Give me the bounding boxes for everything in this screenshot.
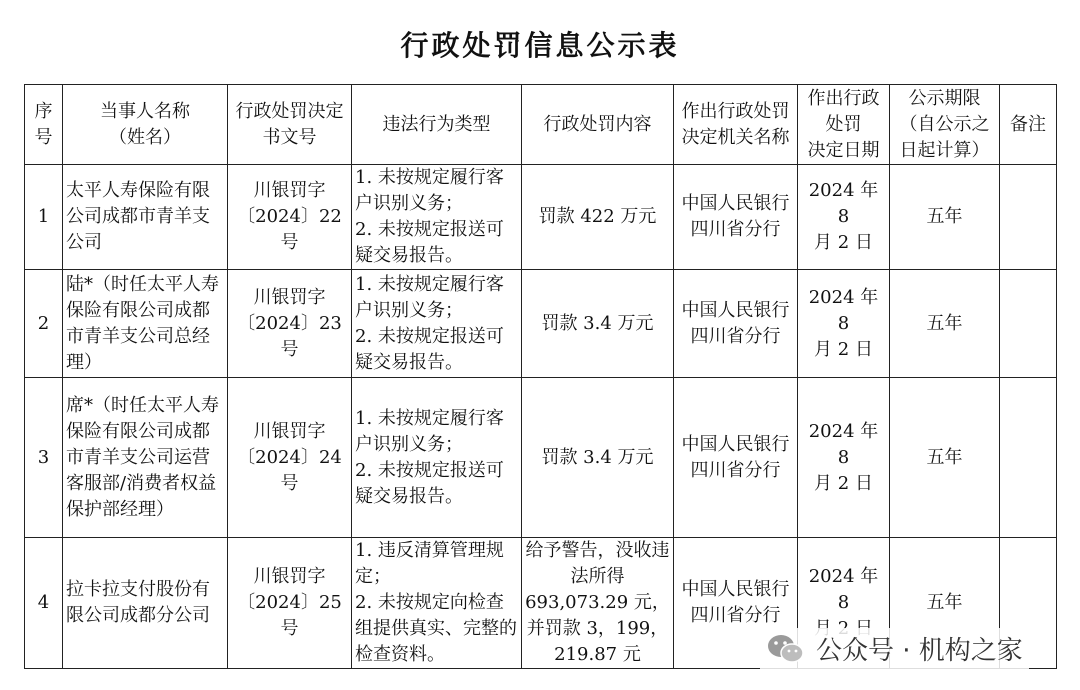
cell-seq: 4: [25, 538, 63, 669]
cell-seq: 2: [25, 270, 63, 378]
cell-content: 罚款 3.4 万元: [522, 378, 674, 538]
cell-doc-no: 川银罚字 〔2024〕24 号: [228, 378, 352, 538]
cell-date: 2024 年 8: [798, 538, 890, 669]
cell-violation: 1. 未按规定履行客户识别义务； 2. 未按规定报送可疑交易报告。: [352, 270, 522, 378]
cell-remarks: [1000, 270, 1057, 378]
cell-remarks: [1000, 165, 1057, 270]
cell-doc-no: 川银罚字 〔2024〕23 号: [228, 270, 352, 378]
cell-date: 2024 年 8 月 2 日: [798, 378, 890, 538]
cell-violation: 1. 违反清算管理规定； 2. 未按规定向检查组提供真实、完整的检查资料。: [352, 538, 522, 669]
cell-period: 五年: [890, 270, 1000, 378]
header-violation: 违法行为类型: [352, 85, 522, 165]
cell-period: 五年: [890, 165, 1000, 270]
cell-violation: 1. 未按规定履行客户识别义务； 2. 未按规定报送可疑交易报告。: [352, 378, 522, 538]
cell-doc-no: 川银罚字 〔2024〕22 号: [228, 165, 352, 270]
cell-authority: 中国人民银行 四川省分行: [674, 378, 798, 538]
header-period: 公示期限 （自公示之 日起计算）: [890, 85, 1000, 165]
cell-period: 五年: [890, 538, 1000, 669]
watermark: [760, 628, 1029, 669]
header-row: [25, 85, 1057, 165]
cell-authority: 中国人民银行 四川省分行: [674, 270, 798, 378]
wechat-icon: [766, 633, 806, 665]
cell-party: 席*（时任太平人寿保险有限公司成都市青羊支公司运营客服部/消费者权益保护部经理）: [63, 378, 228, 538]
cell-content: 罚款 3.4 万元: [522, 270, 674, 378]
header-authority: 作出行政处罚 决定机关名称: [674, 85, 798, 165]
cell-date: 2024 年 8 月 2 日: [798, 165, 890, 270]
cell-date: 2024 年 8 月 2 日: [798, 270, 890, 378]
header-doc-no: 行政处罚决定 书文号: [228, 85, 352, 165]
table-row: [25, 165, 1057, 270]
watermark-text: 公众号 · 机构之家: [816, 636, 1023, 666]
header-party: 当事人名称 （姓名）: [63, 85, 228, 165]
table-row: [25, 378, 1057, 538]
cell-period: 五年: [890, 378, 1000, 538]
cell-seq: 1: [25, 165, 63, 270]
page-title: 行政处罚信息公示表: [400, 29, 680, 62]
cell-authority: 中国人民银行 四川省分行: [674, 165, 798, 270]
header-seq: 序 号: [25, 85, 63, 165]
header-date: 作出行政 处罚 决定日期: [798, 85, 890, 165]
cell-remarks: [1000, 378, 1057, 538]
cell-authority: 中国人民银行 四川省分行: [674, 538, 798, 669]
cell-violation: 1. 未按规定履行客户识别义务； 2. 未按规定报送可疑交易报告。: [352, 165, 522, 270]
header-remarks: 备注: [1000, 85, 1057, 165]
cell-party: 陆*（时任太平人寿保险有限公司成都市青羊支公司总经理）: [63, 270, 228, 378]
cell-party: 太平人寿保险有限公司成都市青羊支公司: [63, 165, 228, 270]
table-row: [25, 270, 1057, 378]
penalty-table: [24, 84, 1057, 669]
cell-party: 拉卡拉支付股份有限公司成都分公司: [63, 538, 228, 669]
cell-content: 罚款 422 万元: [522, 165, 674, 270]
cell-doc-no: 川银罚字 〔2024〕25 号: [228, 538, 352, 669]
cell-seq: 3: [25, 378, 63, 538]
header-content: 行政处罚内容: [522, 85, 674, 165]
cell-content: 给予警告，没收违法所得 693,073.29 元，并罚款 3，199，219.87 元: [522, 538, 674, 669]
